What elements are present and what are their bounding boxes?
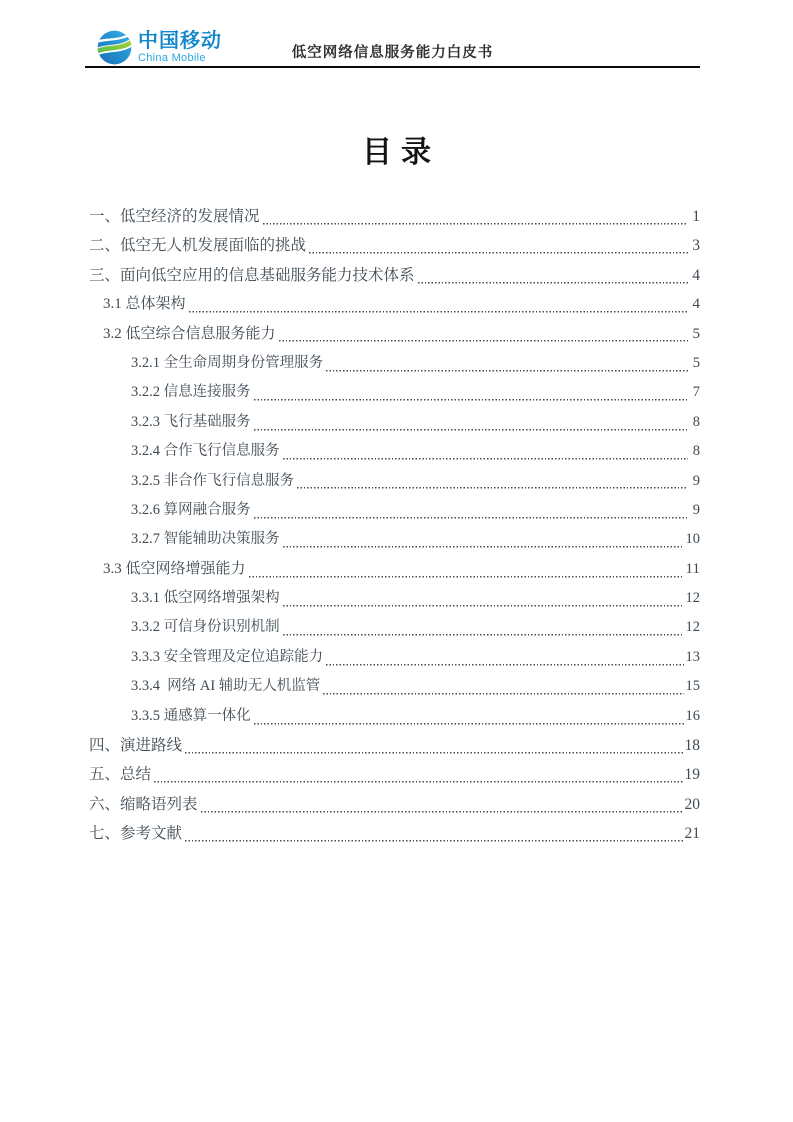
- toc-entry-label: 六、缩略语列表: [89, 795, 198, 813]
- dot-leader: [326, 643, 683, 672]
- toc-entry[interactable]: [85, 702, 700, 731]
- toc-entry-label: 3.3.1 低空网络增强架构: [131, 590, 280, 607]
- toc-entry[interactable]: [85, 790, 700, 819]
- toc-entry-page: 20: [684, 795, 700, 813]
- dot-leader: [185, 819, 682, 848]
- toc-entry[interactable]: [85, 525, 700, 554]
- toc-entry-page: 11: [685, 560, 700, 577]
- toc-entry-label: 七、参考文献: [89, 825, 183, 843]
- dot-leader: [263, 202, 688, 231]
- toc-entry-page: 10: [685, 531, 700, 548]
- logo-name-en: China Mobile: [138, 52, 206, 64]
- document-title: 低空网络信息服务能力白皮书: [291, 45, 494, 61]
- toc-entry-page: 7: [692, 384, 700, 401]
- dot-leader: [418, 261, 688, 290]
- toc-entry-label: 3.3.4 网络 AI 辅助无人机监管: [131, 678, 321, 695]
- toc-entry-label: 3.3.3 安全管理及定位追踪能力: [131, 648, 324, 665]
- toc-entry-label: 五、总结: [89, 766, 152, 784]
- toc-entry[interactable]: [85, 555, 700, 584]
- page-header: [85, 0, 700, 68]
- dot-leader: [185, 731, 682, 760]
- dot-leader: [254, 496, 688, 525]
- dot-leader: [297, 467, 688, 496]
- toc-entry-label: 3.2.3 飞行基础服务: [131, 413, 251, 430]
- dot-leader: [254, 702, 684, 731]
- toc-entry-label: 二、低空无人机发展面临的挑战: [89, 237, 307, 255]
- toc-entry[interactable]: [85, 231, 700, 260]
- toc-entry-label: 3.3 低空网络增强能力: [103, 560, 246, 577]
- toc-entry-page: 8: [692, 443, 700, 460]
- toc-entry[interactable]: [85, 584, 700, 613]
- dot-leader: [309, 231, 688, 260]
- dot-leader: [283, 584, 684, 613]
- toc-entry-label: 3.2.4 合作飞行信息服务: [131, 443, 280, 460]
- toc-entry-label: 四、演进路线: [89, 737, 183, 755]
- toc-entry[interactable]: [85, 672, 700, 701]
- toc-entry[interactable]: [85, 349, 700, 378]
- toc-entry[interactable]: [85, 261, 700, 290]
- dot-leader: [254, 378, 688, 407]
- page-title: 目录: [362, 136, 440, 169]
- dot-leader: [283, 525, 684, 554]
- toc-entry[interactable]: [85, 378, 700, 407]
- toc-entry[interactable]: [85, 760, 700, 789]
- toc-entry[interactable]: [85, 613, 700, 642]
- dot-leader: [189, 290, 688, 319]
- dot-leader: [154, 760, 682, 789]
- toc-entry-page: 4: [692, 296, 700, 313]
- toc-entry-page: 1: [692, 208, 700, 225]
- toc-entry-page: 15: [685, 678, 700, 695]
- toc-entry-page: 5: [692, 325, 700, 342]
- toc-entry[interactable]: [85, 437, 700, 466]
- toc-entry[interactable]: [85, 643, 700, 672]
- toc-entry-label: 3.2.5 非合作飞行信息服务: [131, 472, 295, 489]
- toc-entry-page: 9: [692, 472, 700, 489]
- toc-entry[interactable]: [85, 320, 700, 349]
- toc-entry[interactable]: [85, 496, 700, 525]
- dot-leader: [201, 790, 683, 819]
- toc-entry-page: 13: [685, 648, 700, 665]
- toc-entry-page: 18: [684, 737, 700, 755]
- toc-entry[interactable]: [85, 819, 700, 848]
- dot-leader: [326, 349, 688, 378]
- toc-entry-page: 5: [692, 354, 700, 371]
- logo-name-zh: 中国移动: [138, 30, 222, 52]
- toc-entry-page: 12: [685, 590, 700, 607]
- toc-entry-label: 3.2.2 信息连接服务: [131, 384, 251, 401]
- toc-entry[interactable]: [85, 731, 700, 760]
- toc-entry-label: 三、面向低空应用的信息基础服务能力技术体系: [89, 266, 415, 284]
- dot-leader: [283, 437, 688, 466]
- toc-entry[interactable]: [85, 202, 700, 231]
- toc-entry-page: 9: [692, 501, 700, 518]
- toc-entry-label: 3.2 低空综合信息服务能力: [103, 325, 276, 342]
- toc-entry-page: 4: [692, 266, 700, 284]
- toc-entry-page: 12: [685, 619, 700, 636]
- toc-entry-label: 3.3.5 通感算一体化: [131, 707, 251, 724]
- toc-entry-label: 3.2.7 智能辅助决策服务: [131, 531, 280, 548]
- toc-entry-label: 3.2.6 算网融合服务: [131, 501, 251, 518]
- dot-leader: [254, 408, 688, 437]
- dot-leader: [283, 613, 684, 642]
- toc-entry-page: 19: [684, 766, 700, 784]
- dot-leader: [249, 555, 684, 584]
- toc-list: [85, 202, 700, 849]
- toc-entry-page: 3: [692, 237, 700, 255]
- toc-entry[interactable]: [85, 408, 700, 437]
- dot-leader: [279, 320, 688, 349]
- dot-leader: [323, 672, 683, 701]
- toc-entry-label: 一、低空经济的发展情况: [89, 208, 260, 225]
- toc-entry-page: 16: [685, 707, 700, 724]
- toc-entry-label: 3.2.1 全生命周期身份管理服务: [131, 354, 324, 371]
- toc-entry-label: 3.3.2 可信身份识别机制: [131, 619, 280, 636]
- toc-entry[interactable]: [85, 467, 700, 496]
- toc-entry[interactable]: [85, 290, 700, 319]
- toc-entry-page: 21: [684, 825, 700, 843]
- toc-entry-page: 8: [692, 413, 700, 430]
- toc-entry-label: 3.1 总体架构: [103, 296, 186, 313]
